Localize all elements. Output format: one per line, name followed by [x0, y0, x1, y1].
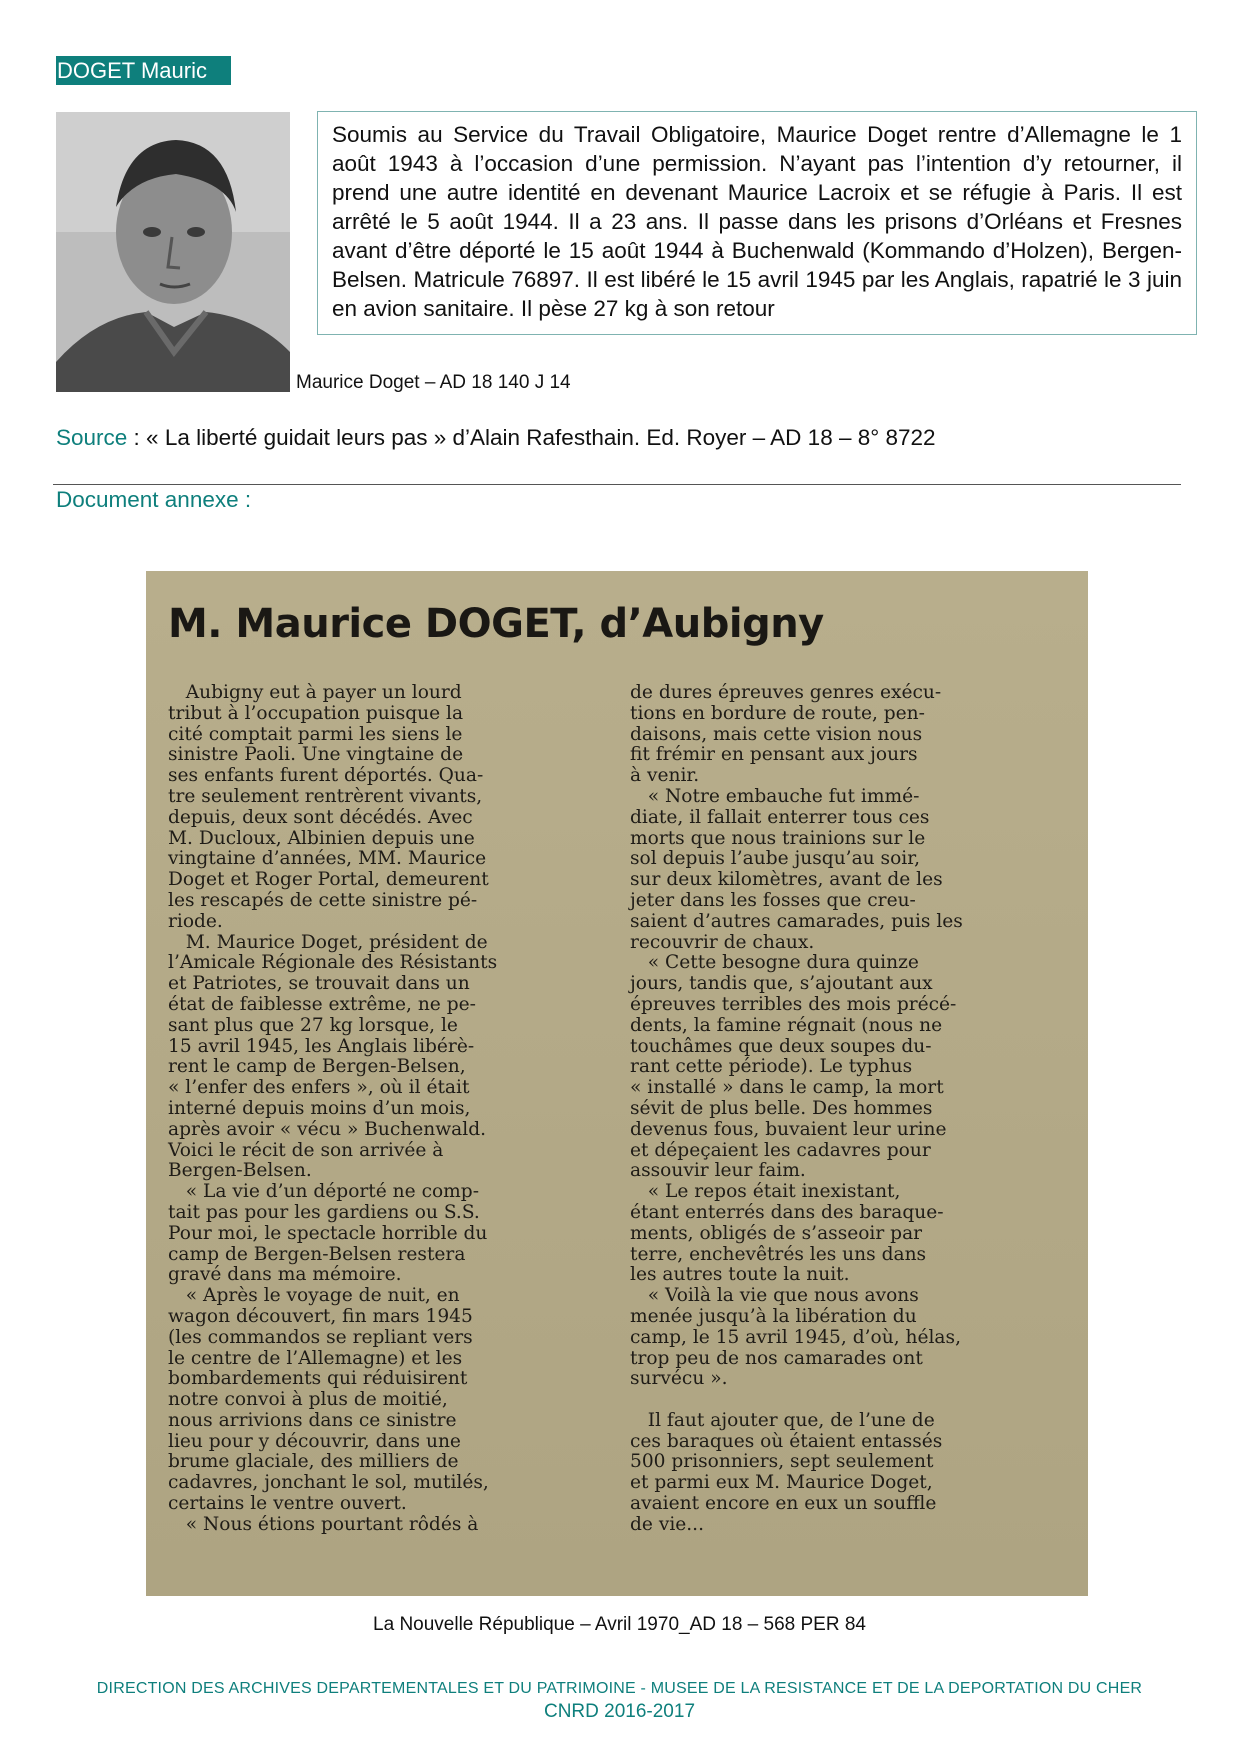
divider: [53, 484, 1181, 485]
biography-text: Soumis au Service du Travail Obligatoire, Maurice Doget rentre d’Allemagne le 1 août 1943 à l’occasion d’une permission. N’ayant pas l’intention d’y retourner, il prend une autre identité en devenant Maurice Lacroix et se réfugie à Paris. Il est arrêté le 5 août 1944. Il a 23 ans. Il passe dans les prisons d’Orléans et Fresnes avant d’être déporté le 15 août 1944 à Buchenwald (Kommando d’Holzen), Bergen-Belsen. Matricule 76897. Il est libéré le 15 avril 1945 par les Anglais, rapatrié le 3 juin en avion sanitaire. Il pèse 27 kg à son retour: [332, 122, 1182, 321]
newspaper-clipping: [146, 571, 1088, 1596]
source-text: : « La liberté guidait leurs pas » d’Alain Rafesthain. Ed. Royer – AD 18 – 8° 8722: [127, 425, 936, 450]
page-header-name: DOGET Mauric: [56, 56, 231, 85]
portrait-photo: [56, 112, 290, 392]
clipping-left-column: Aubigny eut à payer un lourd tribut à l’occupation puisque la cité comptait parmi les siens le sinistre Paoli. Une vingtaine de ses enfants furent déportés. Qua- tre seulement rentrèrent vivants, depuis, deux sont décédés. Avec M. Ducloux, Albinien depuis une vingtaine d’années, MM. Maurice Doget et Roger Portal, demeurent les rescapés de cette sinistre pé- riode. M. Maurice Doget, président de l’Amicale Régionale des Résistants et Patriotes, se trouvait dans un état de faiblesse extrême, ne pe- sant plus que 27 kg lorsque, le 15 avril 1945, les Anglais libérè- rent le camp de Bergen-Belsen, « l’enfer des enfers », où il était interné depuis moins d’un mois, après avoir « vécu » Buchenwald. Voici le récit de son arrivée à Bergen-Belsen. « La vie d’un déporté ne comp- tait pas pour les gardiens ou S.S. Pour moi, le spectacle horrible du camp de Bergen-Belsen restera gravé dans ma mémoire. « Après le voyage de nuit, en wagon découvert, fin mars 1945 (les commandos se repliant vers le centre de l’Allemagne) et les bombardements qui réduisirent notre convoi à plus de moitié, nous arrivions dans ce sinistre lieu pour y découvrir, dans une brume glaciale, des milliers de cadavres, jonchant le sol, mutilés, certains le ventre ouvert. « Nous étions pourtant rôdés à: [168, 682, 498, 1535]
clipping-right-column: de dures épreuves genres exécu- tions en bordure de route, pen- daisons, mais cette vision nous fit frémir en pensant aux jours à venir. « Notre embauche fut immé- diate, il fallait enterrer tous ces morts que nous trainions sur le sol depuis l’aube jusqu’au soir, sur deux kilomètres, avant de les jeter dans les fosses que creu- saient d’autres camarades, puis les recouvrir de chaux. « Cette besogne dura quinze jours, tandis que, s’ajoutant aux épreuves terribles des mois précé- dents, la famine régnait (nous ne touchâmes que deux soupes du- rant cette période). Le typhus « installé » dans le camp, la mort sévit de plus belle. Des hommes devenus fous, buvaient leur urine et dépeçaient les cadavres pour assouvir leur faim. « Le repos était inexistant, étant enterrés dans des baraque- ments, obligés de s’asseoir par terre, enchevêtrés les uns dans les autres toute la nuit. « Voilà la vie que nous avons menée jusqu’à la libération du camp, le 15 avril 1945, d’où, hélas, trop peu de nos camarades ont survécu ». Il faut ajouter que, de l’une de ces baraques où étaient entassés 500 prisonniers, sept seulement et parmi eux M. Maurice Doget, avaient encore en eux un souffle de vie...: [630, 682, 963, 1535]
source-line: [56, 425, 936, 451]
annex-title: Document annexe :: [56, 487, 252, 512]
footer-project: CNRD 2016-2017: [543, 1701, 696, 1722]
clipping-headline: M. Maurice DOGET, d’Aubigny: [168, 601, 824, 647]
photo-caption: Maurice Doget – AD 18 140 J 14: [296, 372, 571, 393]
biography-box: [317, 111, 1197, 335]
source-label: Source: [56, 425, 128, 450]
clipping-caption: La Nouvelle République – Avril 1970_AD 18 – 568 PER 84: [373, 1614, 866, 1635]
footer-institution: DIRECTION DES ARCHIVES DEPARTEMENTALES ET DU PATRIMOINE - MUSEE DE LA RESISTANCE ET DE LA DEPORTATION DU CHER: [96, 1680, 1143, 1697]
